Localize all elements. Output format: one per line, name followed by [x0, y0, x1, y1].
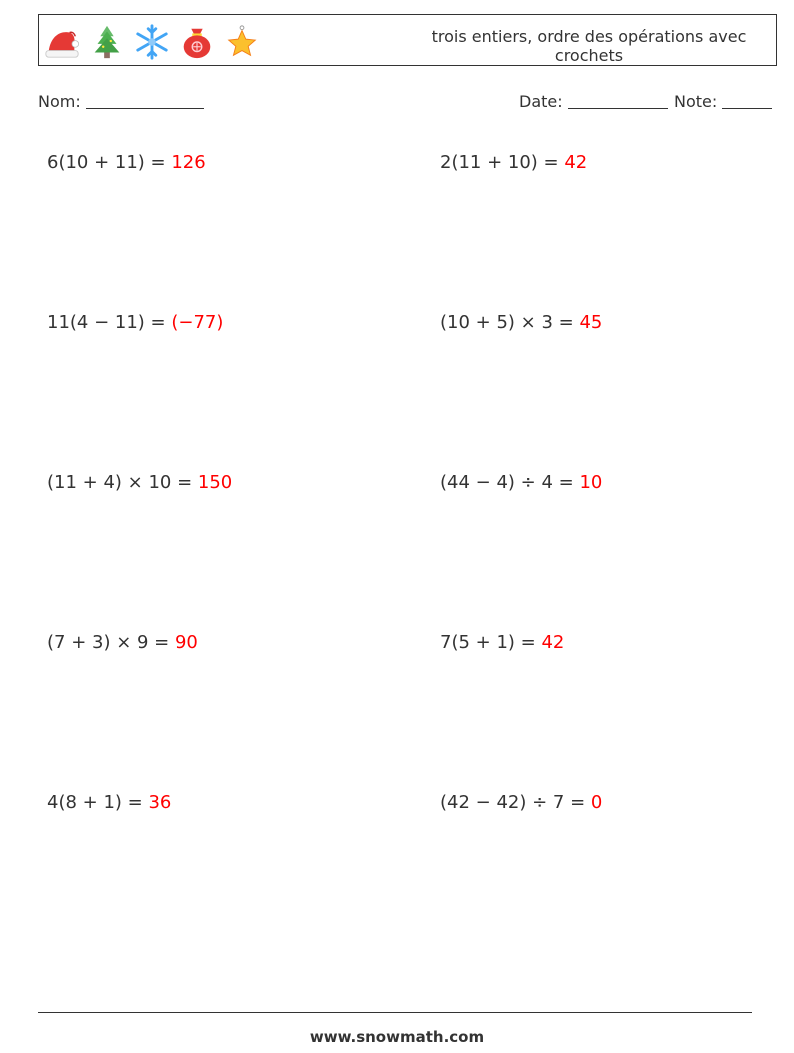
grade-field	[674, 92, 772, 111]
date-field	[519, 92, 668, 111]
problem-answer: 45	[579, 312, 603, 333]
problem-1	[47, 152, 206, 173]
problem-10	[440, 792, 602, 813]
problem-expression: (42 − 42) ÷ 7 =	[440, 792, 591, 813]
problem-answer: 0	[590, 792, 603, 813]
problem-answer: 36	[148, 792, 172, 813]
grade-label: Note:	[674, 92, 718, 111]
problem-answer: 10	[579, 472, 603, 493]
problem-expression: (11 + 4) × 10 =	[47, 472, 198, 493]
problem-3	[47, 312, 223, 333]
problem-5	[47, 472, 232, 493]
problem-expression: 11(4 − 11) =	[47, 312, 172, 333]
problem-answer: 42	[541, 632, 565, 653]
problem-expression: (10 + 5) × 3 =	[440, 312, 580, 333]
problem-2	[440, 152, 587, 173]
star-ornament-icon	[223, 23, 261, 61]
problem-expression: 4(8 + 1) =	[47, 792, 149, 813]
problem-expression: (7 + 3) × 9 =	[47, 632, 175, 653]
problem-answer: (−77)	[171, 312, 224, 333]
problem-answer: 150	[197, 472, 233, 493]
santa-hat-icon	[43, 23, 81, 61]
worksheet-title: trois entiers, ordre des opérations avec crochets	[431, 27, 747, 65]
date-blank	[568, 92, 668, 109]
problem-expression: 6(10 + 11) =	[47, 152, 172, 173]
name-blank	[86, 92, 204, 109]
problem-6	[440, 472, 602, 493]
footer-url: www.snowmath.com	[309, 1028, 485, 1046]
problem-7	[47, 632, 198, 653]
name-label: Nom:	[38, 92, 81, 111]
name-field	[38, 92, 204, 111]
icon-strip	[43, 22, 268, 62]
problem-expression: 7(5 + 1) =	[440, 632, 542, 653]
problem-expression: 2(11 + 10) =	[440, 152, 565, 173]
christmas-tree-icon	[88, 23, 126, 61]
problem-9	[47, 792, 171, 813]
date-label: Date:	[519, 92, 563, 111]
problem-8	[440, 632, 564, 653]
problem-answer: 126	[171, 152, 206, 173]
problem-expression: (44 − 4) ÷ 4 =	[440, 472, 580, 493]
worksheet-header	[38, 14, 777, 66]
problem-answer: 90	[174, 632, 198, 653]
problem-answer: 42	[564, 152, 588, 173]
gift-sack-icon	[178, 23, 216, 61]
snowflake-icon	[133, 23, 171, 61]
footer-divider	[38, 1012, 752, 1013]
problem-4	[440, 312, 602, 333]
grade-blank	[722, 92, 772, 109]
